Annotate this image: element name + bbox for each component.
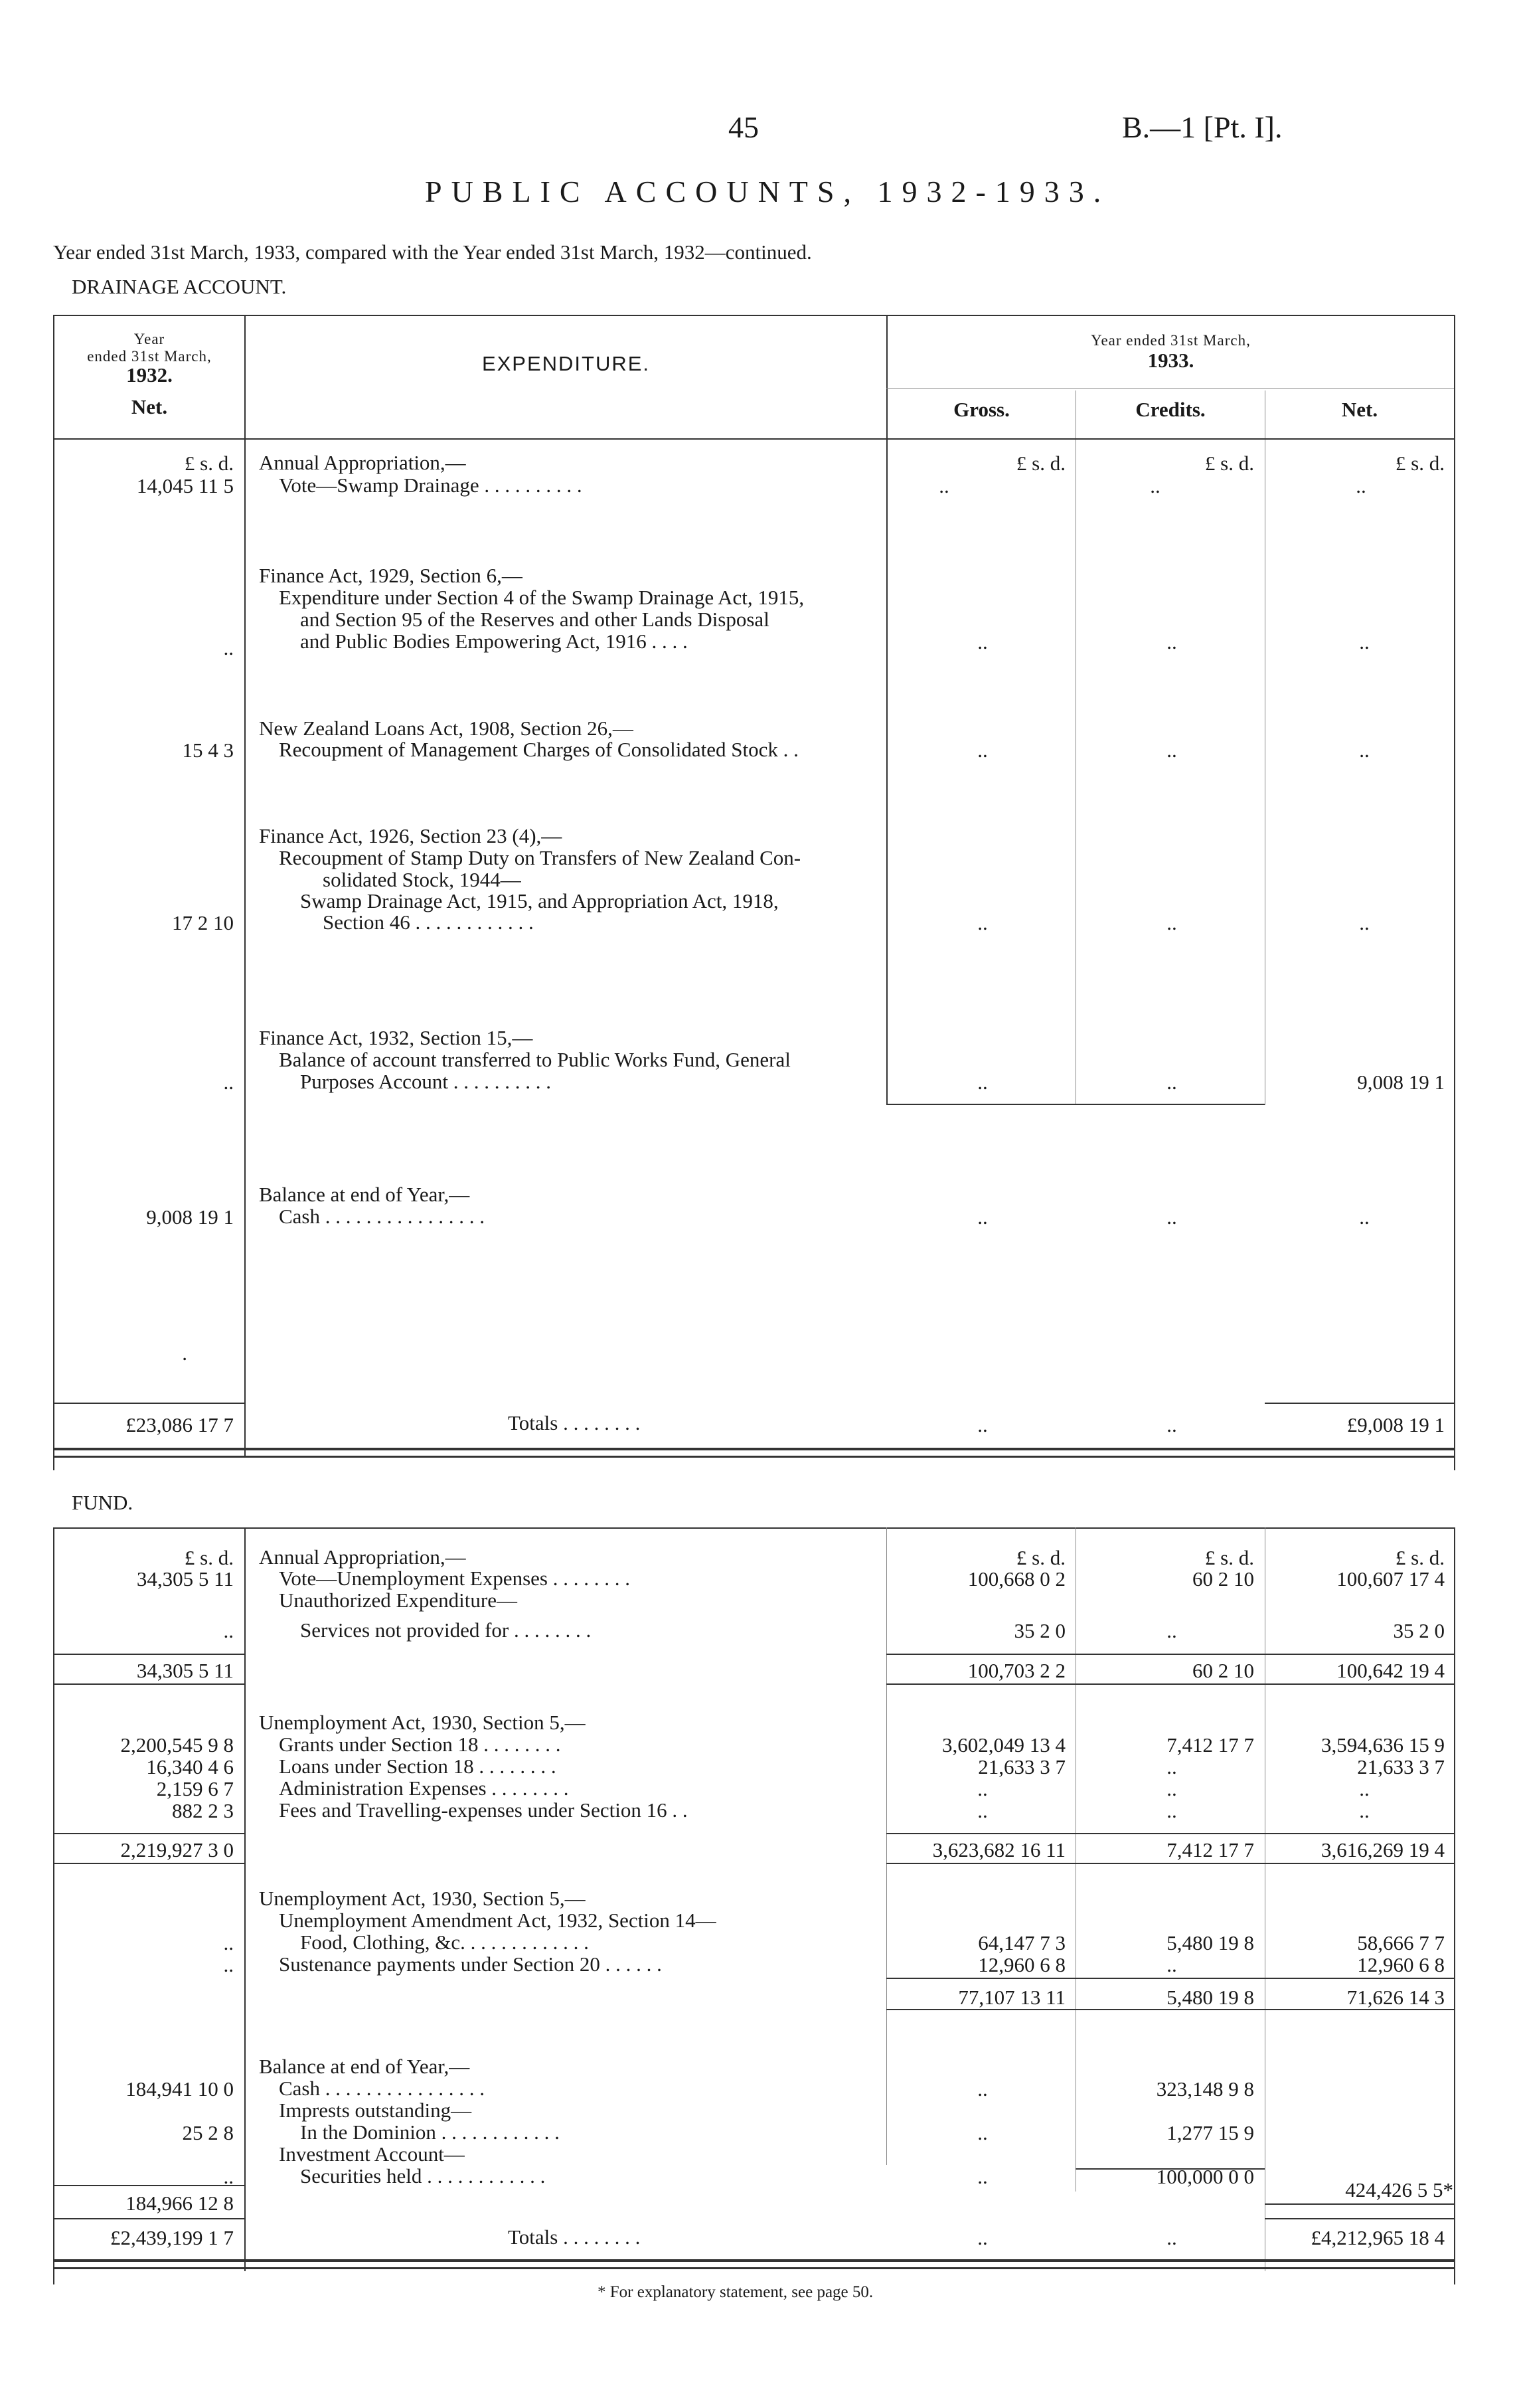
- fund-1932-grants: 2,200,545 9 8: [120, 1733, 234, 1757]
- drainage-credits-swamp: ..: [1150, 474, 1161, 497]
- fund-totals-label: Totals . . . . . . . .: [508, 2225, 641, 2249]
- fund-unit-left: £ s. d.: [184, 1546, 234, 1569]
- fund-col-divider-1: [244, 1527, 246, 2271]
- fund-gross-unauthorized: 35 2 0: [1014, 1619, 1066, 1642]
- fund-double-rule-2: [53, 2267, 1455, 2269]
- fund-desc-dominion: In the Dominion . . . . . . . . . . . .: [300, 2120, 560, 2144]
- fund-gross-vote: 100,668 0 2: [967, 1567, 1066, 1591]
- drainage-total-net: £9,008 19 1: [1346, 1413, 1445, 1436]
- fund-desc-food: Food, Clothing, &c. . . . . . . . . . . . .: [300, 1931, 589, 1954]
- drainage-1932-finance1929: ..: [223, 636, 234, 659]
- drainage-net-transfer: 9,008 19 1: [1357, 1071, 1445, 1094]
- drainage-net-stamp: ..: [1359, 911, 1370, 934]
- fund-gross-imprests: ..: [977, 2121, 988, 2144]
- fund-credits-loans: ..: [1166, 1755, 1177, 1778]
- fund-net-balance: 424,426 5 5*: [1345, 2178, 1453, 2201]
- fund-desc-loans: Loans under Section 18 . . . . . . . .: [279, 1755, 556, 1778]
- fund-credits-securities: 100,000 0 0: [1156, 2165, 1254, 2188]
- fund-gross-sustenance: 12,960 6 8: [978, 1953, 1066, 1976]
- fund-desc-cash: Cash . . . . . . . . . . . . . . . .: [279, 2077, 485, 2100]
- fund-rule-1-left: [53, 1654, 246, 1655]
- drainage-credits-cash: ..: [1166, 1205, 1177, 1229]
- drainage-1932-transfer: ..: [223, 1071, 234, 1094]
- fund-credits-unauthorized: ..: [1166, 1619, 1177, 1642]
- drainage-gross-transfer: ..: [977, 1071, 988, 1094]
- fund-credits-food: 5,480 19 8: [1166, 1931, 1254, 1954]
- fund-gross-subtotal-1: 100,703 2 2: [967, 1659, 1066, 1682]
- fund-1932-food: ..: [223, 1931, 234, 1954]
- fund-unit-net: £ s. d.: [1395, 1546, 1445, 1569]
- fund-col-divider-2: [886, 1527, 887, 2165]
- fund-desc-grants: Grants under Section 18 . . . . . . . .: [279, 1733, 561, 1756]
- drainage-transfer-rule: [886, 1104, 1265, 1105]
- drainage-gross-swamp: ..: [939, 474, 949, 497]
- drainage-desc-annual: Annual Appropriation,—: [259, 451, 466, 474]
- fund-1932-fees: 882 2 3: [172, 1799, 234, 1822]
- drainage-1932-mark: .: [182, 1341, 187, 1365]
- header-year-1933: 1933.: [1147, 349, 1194, 372]
- fund-gross-cash: ..: [977, 2077, 988, 2101]
- fund-credits-subtotal-3: 5,480 19 8: [1166, 1986, 1254, 2009]
- fund-credits-sustenance: ..: [1166, 1953, 1177, 1976]
- fund-unit-credits: £ s. d.: [1204, 1546, 1254, 1569]
- fund-desc-imprests: Imprests outstanding—: [279, 2099, 472, 2122]
- drainage-desc-fin1932: Finance Act, 1932, Section 15,—: [259, 1026, 533, 1049]
- fund-credits-subtotal-2: 7,412 17 7: [1166, 1838, 1254, 1861]
- drainage-unit-credits: £ s. d.: [1204, 452, 1254, 475]
- fund-right-border: [1454, 1527, 1455, 2284]
- drainage-header-bottom: [53, 438, 1455, 440]
- fund-desc-annual: Annual Appropriation,—: [259, 1545, 466, 1569]
- drainage-desc-fin1926-l3: Swamp Drainage Act, 1915, and Appropriation Act, 1918,: [300, 889, 779, 912]
- fund-1932-loans: 16,340 4 6: [146, 1755, 234, 1778]
- fund-desc-unemp1930-b: Unemployment Act, 1930, Section 5,—: [259, 1887, 586, 1910]
- drainage-net-swamp: ..: [1356, 474, 1366, 497]
- drainage-desc-fin1926-l4: Section 46 . . . . . . . . . . . .: [323, 910, 534, 934]
- fund-rule-5: [886, 1978, 1455, 1979]
- drainage-1932-swamp: 14,045 11 5: [136, 474, 234, 497]
- drainage-total-gross: ..: [977, 1413, 988, 1436]
- drainage-gross-stamp: ..: [977, 911, 988, 934]
- fund-gross-food: 64,147 7 3: [978, 1931, 1066, 1954]
- fund-credits-subtotal-1: 60 2 10: [1192, 1659, 1254, 1682]
- drainage-double-rule-1: [53, 1448, 1455, 1450]
- drainage-gross-fin1929: ..: [977, 630, 988, 653]
- fund-net-grants: 3,594,636 15 9: [1321, 1733, 1445, 1757]
- fund-1932-grand-total: £2,439,199 1 7: [110, 2226, 234, 2249]
- fund-rule-2-left: [53, 1683, 246, 1685]
- drainage-col-divider-1: [244, 315, 246, 1457]
- fund-1932-imprests: 25 2 8: [182, 2121, 234, 2144]
- drainage-desc-fin1926-l1: Recoupment of Stamp Duty on Transfers of New Zealand Con-: [279, 846, 801, 869]
- fund-credits-total: ..: [1166, 2226, 1177, 2249]
- fund-1932-balance-total: 184,966 12 8: [125, 2192, 234, 2215]
- fund-net-subtotal-2: 3,616,269 19 4: [1321, 1838, 1445, 1861]
- fund-gross-securities: ..: [977, 2165, 988, 2188]
- drainage-desc-fin1929-l3: and Public Bodies Empowering Act, 1916 . . . .: [300, 630, 688, 653]
- fund-desc-securities: Securities held . . . . . . . . . . . .: [300, 2164, 546, 2188]
- drainage-desc-fin1932-l1: Balance of account transferred to Public Works Fund, General: [279, 1048, 791, 1071]
- drainage-top-border: [53, 315, 1455, 316]
- header-gross: Gross.: [953, 398, 1010, 421]
- page-title: PUBLIC ACCOUNTS, 1932-1933.: [425, 175, 1111, 209]
- footnote: * For explanatory statement, see page 50.: [598, 2283, 874, 2301]
- drainage-1932-cash: 9,008 19 1: [146, 1205, 234, 1229]
- fund-top-border: [53, 1527, 1455, 1529]
- fund-credits-vote: 60 2 10: [1192, 1567, 1254, 1591]
- drainage-total-rule-right: [1265, 1403, 1455, 1404]
- fund-1932-subtotal-1: 34,305 5 11: [136, 1659, 234, 1682]
- fund-1932-vote: 34,305 5 11: [136, 1567, 234, 1591]
- drainage-unit-left: £ s. d.: [184, 452, 234, 475]
- fund-rule-4-left: [53, 1863, 246, 1864]
- fund-net-subtotal-1: 100,642 19 4: [1336, 1659, 1445, 1682]
- fund-net-subtotal-3: 71,626 14 3: [1346, 1986, 1445, 2009]
- fund-section-title: FUND.: [72, 1491, 133, 1514]
- drainage-total-rule-left: [53, 1403, 246, 1404]
- drainage-desc-fin1926-l2: solidated Stock, 1944—: [323, 868, 521, 891]
- fund-net-sustenance: 12,960 6 8: [1357, 1953, 1445, 1976]
- drainage-credits-transfer: ..: [1166, 1071, 1177, 1094]
- drainage-1932-stamp: 17 2 10: [172, 911, 234, 934]
- drainage-total-1932: £23,086 17 7: [125, 1413, 234, 1436]
- drainage-desc-fin1932-l2: Purposes Account . . . . . . . . . .: [300, 1070, 552, 1093]
- drainage-desc-fin1929-l2: and Section 95 of the Reserves and other Lands Disposal: [300, 608, 769, 631]
- fund-rule-3-left: [53, 1833, 246, 1834]
- fund-1932-cash: 184,941 10 0: [125, 2077, 234, 2101]
- header-year-1932: 1932.: [126, 363, 173, 387]
- drainage-credits-stamp: ..: [1166, 911, 1177, 934]
- fund-desc-vote: Vote—Unemployment Expenses . . . . . . . .: [279, 1567, 630, 1590]
- fund-unit-gross: £ s. d.: [1016, 1546, 1066, 1569]
- fund-desc-admin: Administration Expenses . . . . . . . .: [279, 1776, 569, 1800]
- drainage-gross-loans: ..: [977, 738, 988, 762]
- drainage-section-title: DRAINAGE ACCOUNT.: [72, 275, 287, 298]
- drainage-credits-fin1929: ..: [1166, 630, 1177, 653]
- fund-credits-fees: ..: [1166, 1799, 1177, 1822]
- header-year-ended-1933: Year ended 31st March,: [1091, 332, 1251, 349]
- fund-net-loans: 21,633 3 7: [1357, 1755, 1445, 1778]
- drainage-col-divider-2: [886, 315, 888, 1105]
- page-subtitle: Year ended 31st March, 1933, compared with the Year ended 31st March, 1932—continued.: [53, 240, 812, 264]
- fund-net-grand-total: £4,212,965 18 4: [1311, 2226, 1445, 2249]
- drainage-right-border: [1454, 315, 1455, 1470]
- fund-gross-fees: ..: [977, 1799, 988, 1822]
- fund-net-food: 58,666 7 7: [1357, 1931, 1445, 1954]
- drainage-desc-cash: Cash . . . . . . . . . . . . . . . .: [279, 1205, 485, 1228]
- drainage-unit-gross: £ s. d.: [1016, 452, 1066, 475]
- fund-gross-subtotal-3: 77,107 13 11: [958, 1986, 1066, 2009]
- header-expenditure: EXPENDITURE.: [481, 352, 651, 375]
- drainage-total-credits: ..: [1166, 1413, 1177, 1436]
- drainage-desc-fin1929-l1: Expenditure under Section 4 of the Swamp Drainage Act, 1915,: [279, 586, 805, 609]
- fund-desc-unemp1930: Unemployment Act, 1930, Section 5,—: [259, 1711, 586, 1734]
- fund-rule-1-right: [886, 1654, 1455, 1655]
- fund-gross-admin: ..: [977, 1777, 988, 1800]
- drainage-gross-cash: ..: [977, 1205, 988, 1229]
- header-net-1932: Net.: [131, 395, 168, 418]
- fund-1932-unauthorized: ..: [223, 1619, 234, 1642]
- fund-desc-fees: Fees and Travelling-expenses under Section 16 . .: [279, 1798, 688, 1822]
- fund-gross-grants: 3,602,049 13 4: [942, 1733, 1066, 1757]
- drainage-double-rule-2: [53, 1456, 1455, 1458]
- header-year-label: Year: [133, 331, 165, 347]
- fund-1932-subtotal-2: 2,219,927 3 0: [120, 1838, 234, 1861]
- fund-net-unauthorized: 35 2 0: [1393, 1619, 1445, 1642]
- fund-desc-unauthorized: Unauthorized Expenditure—: [279, 1589, 517, 1612]
- fund-credits-cash: 323,148 9 8: [1156, 2077, 1254, 2101]
- drainage-1932-loans: 15 4 3: [182, 738, 234, 762]
- drainage-net-fin1929: ..: [1359, 630, 1370, 653]
- fund-1932-sustenance: ..: [223, 1953, 234, 1976]
- fund-credits-grants: 7,412 17 7: [1166, 1733, 1254, 1757]
- fund-rule-8-left: [53, 2218, 246, 2219]
- fund-desc-amendment: Unemployment Amendment Act, 1932, Section 14—: [279, 1909, 716, 1932]
- drainage-unit-net: £ s. d.: [1395, 452, 1445, 475]
- fund-credits-imprests: 1,277 15 9: [1166, 2121, 1254, 2144]
- drainage-credits-loans: ..: [1166, 738, 1177, 762]
- header-net-1933: Net.: [1341, 398, 1378, 421]
- fund-1932-securities: ..: [223, 2165, 234, 2188]
- drainage-desc-loans: New Zealand Loans Act, 1908, Section 26,—: [259, 717, 633, 740]
- header-credits: Credits.: [1135, 398, 1206, 421]
- fund-rule-7-right: [1265, 2203, 1455, 2205]
- fund-1932-admin: 2,159 6 7: [156, 1777, 234, 1800]
- fund-gross-loans: 21,633 3 7: [978, 1755, 1066, 1778]
- drainage-desc-loans-l1: Recoupment of Management Charges of Consolidated Stock . .: [279, 738, 799, 761]
- fund-rule-3-right: [886, 1833, 1455, 1834]
- fund-net-fees: ..: [1359, 1799, 1370, 1822]
- fund-desc-services: Services not provided for . . . . . . . .: [300, 1618, 592, 1642]
- fund-net-admin: ..: [1359, 1777, 1370, 1800]
- drainage-desc-fin1929: Finance Act, 1929, Section 6,—: [259, 564, 522, 587]
- drainage-net-cash: ..: [1359, 1205, 1370, 1229]
- drainage-desc-vote: Vote—Swamp Drainage . . . . . . . . . .: [279, 473, 582, 497]
- fund-rule-2-right: [886, 1683, 1455, 1685]
- page-number: 45: [728, 110, 759, 144]
- drainage-net-loans: ..: [1359, 738, 1370, 762]
- fund-rule-4-right: [886, 1863, 1455, 1864]
- fund-gross-total: ..: [977, 2226, 988, 2249]
- drainage-totals-label: Totals . . . . . . . .: [508, 1411, 641, 1434]
- fund-gross-subtotal-2: 3,623,682 16 11: [932, 1838, 1066, 1861]
- header-ended-label: ended 31st March,: [87, 348, 212, 365]
- document-reference: B.—1 [Pt. I].: [1122, 110, 1283, 144]
- fund-desc-investment: Investment Account—: [279, 2142, 465, 2166]
- fund-net-vote: 100,607 17 4: [1336, 1567, 1445, 1591]
- fund-credits-admin: ..: [1166, 1777, 1177, 1800]
- fund-rule-8-right: [1265, 2218, 1455, 2219]
- fund-double-rule-1: [53, 2259, 1455, 2262]
- drainage-desc-balance: Balance at end of Year,—: [259, 1183, 470, 1206]
- drainage-header-rule: [886, 388, 1454, 389]
- drainage-desc-fin1926: Finance Act, 1926, Section 23 (4),—: [259, 824, 562, 847]
- fund-desc-sustenance: Sustenance payments under Section 20 . . . . . .: [279, 1952, 662, 1976]
- fund-desc-balance: Balance at end of Year,—: [259, 2055, 470, 2078]
